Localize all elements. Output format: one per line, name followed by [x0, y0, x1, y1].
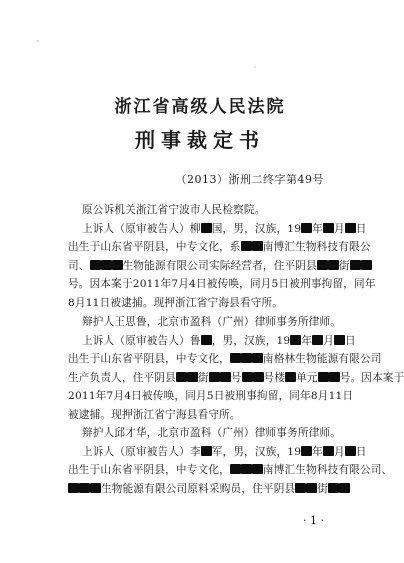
redaction-block — [90, 483, 101, 493]
case-number: （2013）浙刑二终字第49号 — [175, 173, 324, 186]
scan-speck — [36, 40, 39, 42]
text-line: 出生于山东省平阴县，中专文化， 南博汇生物科技有限公司、 — [68, 464, 393, 477]
redaction-block — [209, 372, 220, 382]
text-line: 辩护人王思鲁，北京市盈科（广州）律师事务所律师。 — [82, 316, 342, 328]
document-type-title: 刑事裁定书 — [135, 128, 265, 152]
redaction-block — [306, 483, 317, 493]
text-line: 8月11日被逮捕。现押浙江省宁海县看守所。 — [68, 296, 284, 309]
redaction-block — [241, 241, 252, 251]
redaction-block — [328, 260, 339, 270]
text-line: 上诉人（原审被告人）鲁 ，男，汉族，19 年 月 日 — [82, 335, 356, 347]
text-line: 被逮捕。现押浙江省宁海县看守所。 — [68, 408, 241, 421]
text-line: 号。因本案于2011年7月4日被传唤，同月5日被刑事拘留，同年 — [68, 278, 376, 291]
redaction-block — [339, 483, 350, 493]
redaction-block — [345, 446, 356, 456]
redaction-block — [230, 464, 241, 474]
redaction-block — [187, 372, 198, 382]
redaction-block — [285, 372, 296, 382]
scan-speck — [254, 66, 256, 68]
redaction-block — [201, 446, 212, 456]
paragraph-prosecutor — [68, 201, 356, 219]
redaction-block — [301, 223, 312, 233]
paragraph-defender-1 — [68, 313, 356, 331]
paragraph-appellant-3 — [68, 443, 393, 498]
redaction-block — [290, 335, 301, 345]
text-line: 司、 生物能源有限公司实际经营者，住平阴县 街 — [68, 257, 356, 275]
text-line: 生物能源有限公司原料采购员，住平阴县 街 — [68, 480, 356, 498]
redaction-block — [329, 372, 340, 382]
redaction-block — [350, 260, 361, 270]
redaction-block — [241, 464, 252, 474]
redaction-block — [220, 372, 231, 382]
paragraph-appellant-1 — [68, 220, 376, 312]
page-number: · 1 · — [303, 514, 324, 527]
redaction-block — [201, 335, 212, 345]
redaction-block — [90, 260, 101, 270]
text-line: 生产负责人，住平阴县 街 号 号楼 单元 号。因本案于 — [68, 371, 404, 384]
redaction-block — [101, 260, 112, 270]
redaction-block — [323, 446, 334, 456]
redaction-block — [230, 353, 241, 363]
redaction-block — [241, 353, 252, 363]
text-line: 上诉人（原审被告人）李 军，男，汉族，19 年 月 日 — [82, 446, 367, 458]
redaction-block — [301, 446, 312, 456]
court-name: 浙江省高级人民法院 — [114, 97, 286, 117]
redaction-block — [112, 260, 123, 270]
redaction-block — [318, 372, 329, 382]
paragraph-appellant-2 — [68, 332, 404, 424]
redaction-block — [295, 483, 306, 493]
redaction-block — [334, 335, 345, 345]
redaction-block — [312, 335, 323, 345]
redaction-block — [317, 260, 328, 270]
redaction-block — [252, 353, 263, 363]
redaction-block — [323, 223, 334, 233]
text-line: 上诉人（原审被告人）柳 国，男，汉族，19 年 月 日 — [82, 223, 367, 235]
paragraph-defender-2 — [68, 424, 356, 442]
redaction-block — [68, 483, 79, 493]
redaction-block — [79, 483, 90, 493]
redaction-block — [252, 241, 263, 251]
redaction-block — [328, 483, 339, 493]
text-line: 出生于山东省平阴县，中专文化，系 南博汇生物科技有限公 — [68, 241, 371, 254]
text-line: 原公诉机关浙江省宁波市人民检察院。 — [82, 204, 266, 216]
redaction-block — [176, 372, 187, 382]
redaction-block — [361, 260, 372, 270]
text-line: 出生于山东省平阴县，中专文化， 南格林生物能源有限公司 — [68, 353, 382, 366]
redaction-block — [253, 372, 264, 382]
text-line: 辩护人邱才华，北京市盈科（广州）律师事务所律师。 — [82, 427, 342, 439]
text-line: 2011年7月4日被传唤，同月5日被刑事拘留，同年8月11日 — [68, 390, 354, 403]
redaction-block — [201, 223, 212, 233]
redaction-block — [345, 223, 356, 233]
redaction-block — [242, 372, 253, 382]
redaction-block — [252, 464, 263, 474]
